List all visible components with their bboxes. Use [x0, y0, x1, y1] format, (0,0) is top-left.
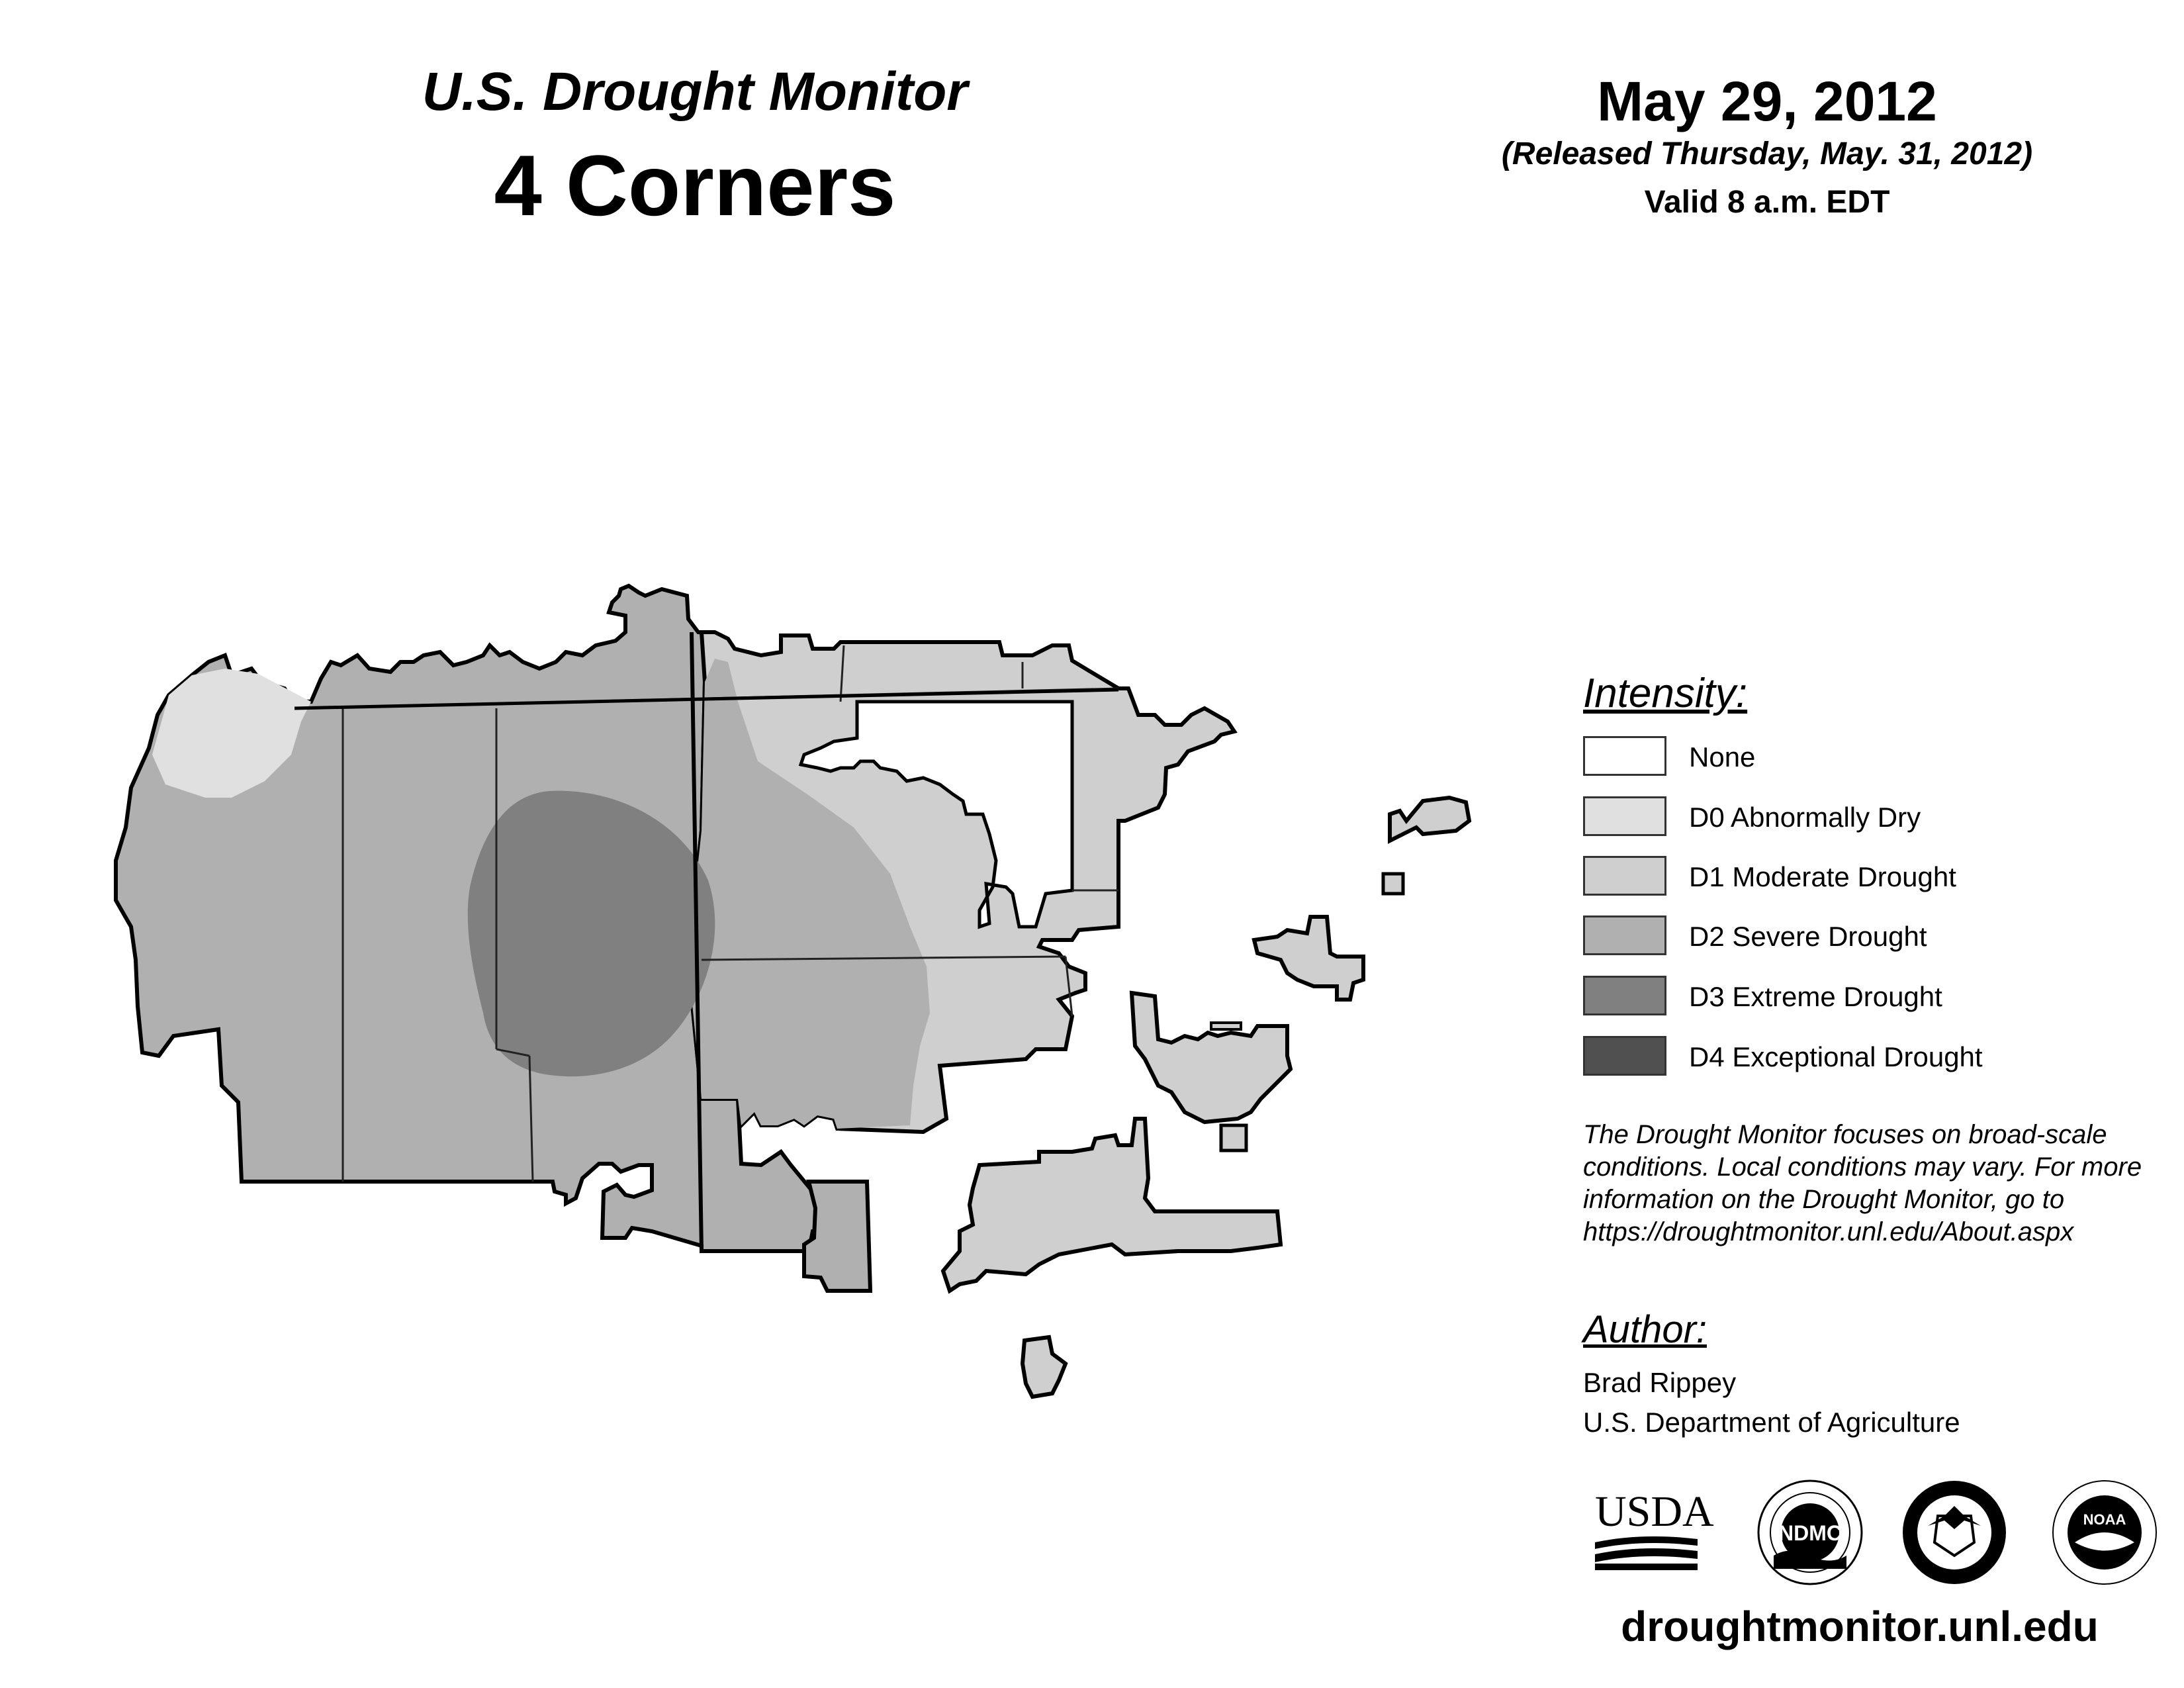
map-island-small [1383, 874, 1403, 894]
map-small-unit [1211, 1023, 1241, 1029]
legend-item [1583, 976, 2113, 1018]
svg-text:USDA: USDA [1595, 1487, 1714, 1536]
legend-label: D1 Moderate Drought [1689, 861, 1956, 892]
release-date: (Released Thursday, May. 31, 2012) [1501, 136, 2033, 171]
region-title: 4 Corners [494, 137, 896, 234]
map-small-unit [1221, 1125, 1246, 1150]
legend-label: None [1689, 741, 1756, 773]
legend-swatch [1583, 976, 1666, 1015]
legend-swatch [1583, 1036, 1666, 1076]
disclaimer-line: The Drought Monitor focuses on broad-scale [1583, 1120, 2107, 1149]
map-region-d2-south [804, 1182, 870, 1291]
author-organization: U.S. Department of Agriculture [1583, 1407, 1960, 1438]
department-of-commerce-seal [1903, 1481, 2006, 1584]
ndmc-logo [1758, 1481, 1862, 1584]
legend-label: D4 Exceptional Drought [1689, 1041, 1983, 1072]
legend-label: D3 Extreme Drought [1689, 981, 1942, 1012]
map-island-ne [1390, 798, 1469, 841]
legend-item [1583, 856, 2113, 898]
legend-swatch [1583, 796, 1666, 836]
legend-item [1583, 1036, 2113, 1078]
map-date: May 29, 2012 [1597, 70, 1937, 132]
partner-logos [1588, 1476, 2171, 1595]
legend-item [1583, 915, 2113, 958]
disclaimer [1583, 1119, 2165, 1248]
legend-swatch [1583, 736, 1666, 776]
legend-label: D2 Severe Drought [1689, 921, 1927, 952]
legend-item [1583, 736, 2113, 778]
legend-title: Intensity: [1583, 671, 1748, 716]
legend-item [1583, 796, 2113, 839]
svg-text:NDMC: NDMC [1778, 1521, 1842, 1545]
valid-time: Valid 8 a.m. EDT [1644, 185, 1890, 220]
map-region-d1-mideast [1132, 993, 1291, 1122]
website-link[interactable]: droughtmonitor.unl.edu [1621, 1603, 2099, 1650]
disclaimer-line: information on the Drought Monitor, go to [1583, 1185, 2065, 1214]
noaa-logo [2053, 1481, 2156, 1584]
legend-swatch [1583, 915, 1666, 955]
disclaimer-line: conditions. Local conditions may vary. For more [1583, 1152, 2142, 1182]
usda-logo [1595, 1487, 1714, 1570]
author-title: Author: [1583, 1308, 1707, 1351]
map-island-e1 [1254, 917, 1363, 1000]
map-subtitle: U.S. Drought Monitor [422, 62, 968, 122]
author-name: Brad Rippey [1583, 1367, 1737, 1398]
legend-label: D0 Abnormally Dry [1689, 802, 1921, 833]
map-island-south [1023, 1337, 1066, 1397]
legend-swatch [1583, 856, 1666, 896]
svg-text:NOAA: NOAA [2083, 1511, 2126, 1528]
disclaimer-link[interactable]: https://droughtmonitor.unl.edu/About.aspx [1583, 1217, 2074, 1246]
